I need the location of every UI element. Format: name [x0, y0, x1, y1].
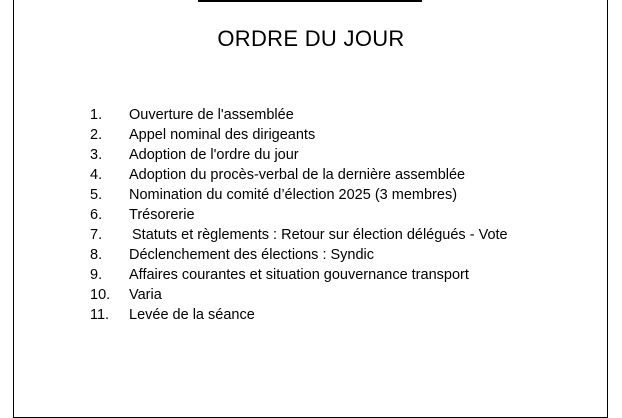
agenda-item-number: 1. [90, 107, 103, 123]
agenda-item-number: 2. [90, 127, 103, 143]
agenda-item-text: Ouverture de l'assemblée [129, 107, 294, 123]
agenda-item-number: 11. [90, 307, 110, 323]
agenda-item-6 [90, 205, 508, 225]
agenda-item-number: 9. [90, 267, 103, 283]
agenda-item-text: Déclenchement des élections : Syndic [129, 247, 375, 263]
agenda-item-number: 3. [90, 147, 103, 163]
agenda-item-text: Levée de la séance [129, 307, 255, 323]
agenda-item-text: Appel nominal des dirigeants [129, 127, 316, 143]
agenda-item-7 [90, 225, 508, 245]
agenda-item-9 [90, 265, 508, 285]
agenda-item-number: 8. [90, 247, 103, 263]
agenda-item-text: Statuts et règlements : Retour sur élection délégués - Vote [132, 227, 508, 243]
agenda-item-8 [90, 245, 508, 265]
agenda-item-5 [90, 185, 508, 205]
agenda-item-text: Trésorerie [129, 207, 195, 223]
agenda-item-number: 7. [90, 227, 103, 243]
agenda-list [90, 105, 508, 325]
agenda-item-4 [90, 165, 508, 185]
header-rule [198, 0, 422, 2]
agenda-item-number: 6. [90, 207, 103, 223]
agenda-item-11 [90, 305, 508, 325]
agenda-item-text: Adoption du procès-verbal de la dernière assemblée [129, 167, 466, 183]
agenda-item-text: Varia [129, 287, 162, 303]
agenda-item-number: 5. [90, 187, 103, 203]
agenda-item-text: Affaires courantes et situation gouvernance transport [129, 267, 469, 283]
agenda-item-text: Adoption de l'ordre du jour [129, 147, 299, 163]
agenda-item-number: 10. [90, 287, 111, 303]
agenda-item-2 [90, 125, 508, 145]
agenda-item-text: Nomination du comité d’élection 2025 (3 membres) [129, 187, 458, 203]
agenda-item-1 [90, 105, 508, 125]
agenda-item-3 [90, 145, 508, 165]
agenda-item-number: 4. [90, 167, 103, 183]
document-title: ORDRE DU JOUR [217, 26, 405, 51]
agenda-item-10 [90, 285, 508, 305]
